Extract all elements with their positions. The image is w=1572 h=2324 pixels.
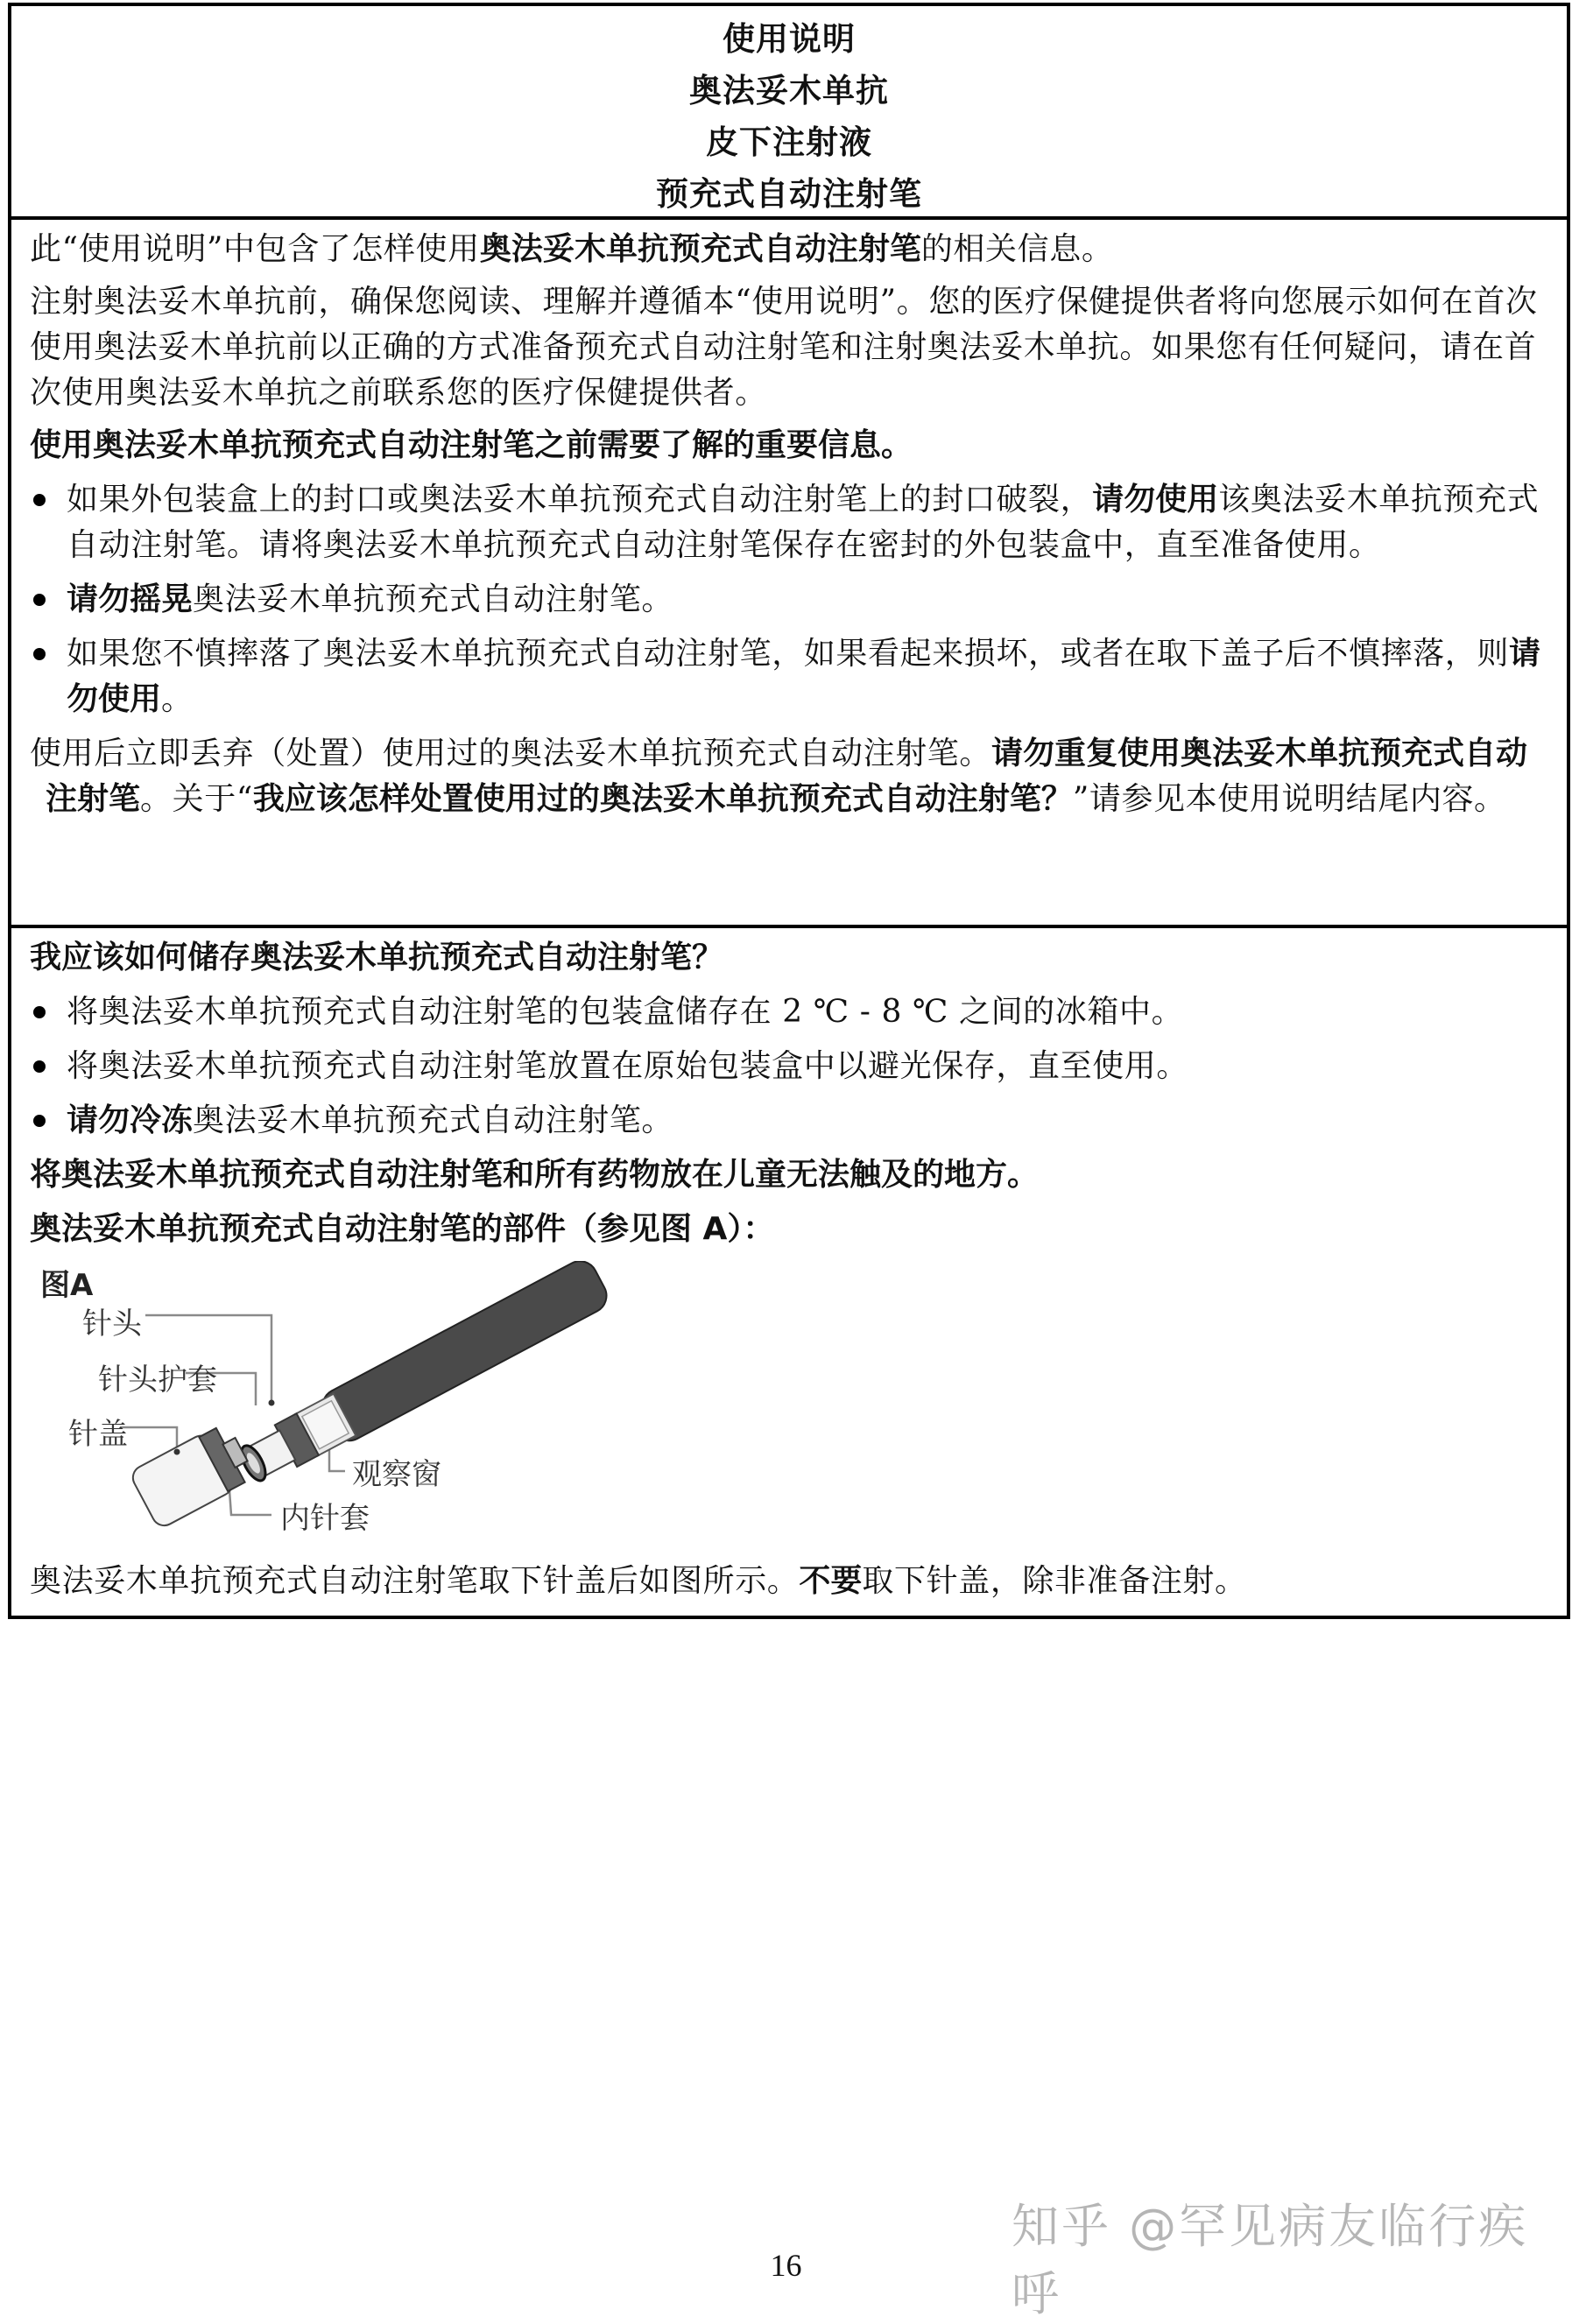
title-section: [11, 6, 1567, 216]
instructions-table: [8, 3, 1570, 1619]
read-instructions-paragraph: 注射奥法妥木单抗前，确保您阅读、理解并遵循本“使用说明”。您的医疗保健提供者将向您展示如何在首次使用奥法妥木单抗前以正确的方式准备预充式自动注射笔和注射奥法妥木单抗。如果您有任何疑问，请在首次使用奥法妥木单抗之前联系您的医疗保健提供者。: [30, 284, 1538, 411]
label-needle-guard: 针头护套: [98, 1363, 217, 1398]
bullet-icon: [33, 594, 46, 606]
bullet-icon: [33, 648, 46, 660]
important-info-heading: 使用奥法妥木单抗预充式自动注射笔之前需要了解的重要信息。: [30, 427, 913, 463]
children-warning: 将奥法妥木单抗预充式自动注射笔和所有药物放在儿童无法触及的地方。: [30, 1157, 1040, 1193]
list-item: 将奥法妥木单抗预充式自动注射笔的包装盒储存在 2 ℃ - 8 ℃ 之间的冰箱中。: [30, 989, 1551, 1035]
disposal-paragraph: 使用后立即丢弃（处置）使用过的奥法妥木单抗预充式自动注射笔。请勿重复使用奥法妥木单抗预充式自动注射笔。关于“我应该怎样处置使用过的奥法妥木单抗预充式自动注射笔？”请参见本使用说明结尾内容。: [30, 736, 1528, 817]
intro-paragraph: 此“使用说明”中包含了怎样使用奥法妥木单抗预充式自动注射笔的相关信息。: [30, 231, 1114, 267]
device-name: 预充式自动注射笔: [656, 175, 922, 213]
list-item: 如果外包装盒上的封口或奥法妥木单抗预充式自动注射笔上的封口破裂，请勿使用该奥法妥木单抗预充式自动注射笔。请将奥法妥木单抗预充式自动注射笔保存在密封的外包装盒中，直至准备使用。: [30, 477, 1551, 568]
storage-heading: 我应该如何储存奥法妥木单抗预充式自动注射笔？: [30, 940, 724, 975]
page-number: 16: [770, 2248, 802, 2283]
figure-label: 图A: [40, 1268, 94, 1303]
label-cap: 针盖: [68, 1417, 128, 1452]
bullet-icon: [33, 1115, 46, 1127]
figure-caption: 奥法妥木单抗预充式自动注射笔取下针盖后如图所示。不要取下针盖，除非准备注射。: [30, 1563, 1247, 1599]
bullet-icon: [33, 494, 46, 506]
figure-a: [30, 1261, 695, 1550]
storage-section: [11, 925, 1567, 1619]
storage-list: [30, 989, 1551, 1144]
watermark: 知乎 @罕见病友临行疾呼: [1012, 2199, 1529, 2321]
label-inner-cap: 内针套: [280, 1501, 370, 1536]
bullet-icon: [33, 1006, 46, 1018]
list-item: 将奥法妥木单抗预充式自动注射笔放置在原始包装盒中以避光保存，直至使用。: [30, 1044, 1551, 1089]
list-item: 请勿冷冻奥法妥木单抗预充式自动注射笔。: [30, 1098, 1551, 1144]
parts-heading: 奥法妥木单抗预充式自动注射笔的部件（参见图 A）：: [30, 1211, 775, 1247]
list-item: 如果您不慎摔落了奥法妥木单抗预充式自动注射笔，如果看起来损坏，或者在取下盖子后不慎摔落，则请勿使用。: [30, 631, 1551, 722]
bullet-icon: [33, 1060, 46, 1073]
dosage-form: 皮下注射液: [706, 123, 872, 161]
doc-title: 使用说明: [723, 20, 856, 58]
list-item: 请勿摇晃奥法妥木单抗预充式自动注射笔。: [30, 577, 1551, 623]
intro-section: [11, 216, 1567, 925]
label-viewing-window: 观察窗: [352, 1457, 441, 1492]
drug-name: 奥法妥木单抗: [689, 72, 889, 109]
label-needle: 针头: [82, 1306, 142, 1342]
important-info-list: [30, 477, 1551, 722]
